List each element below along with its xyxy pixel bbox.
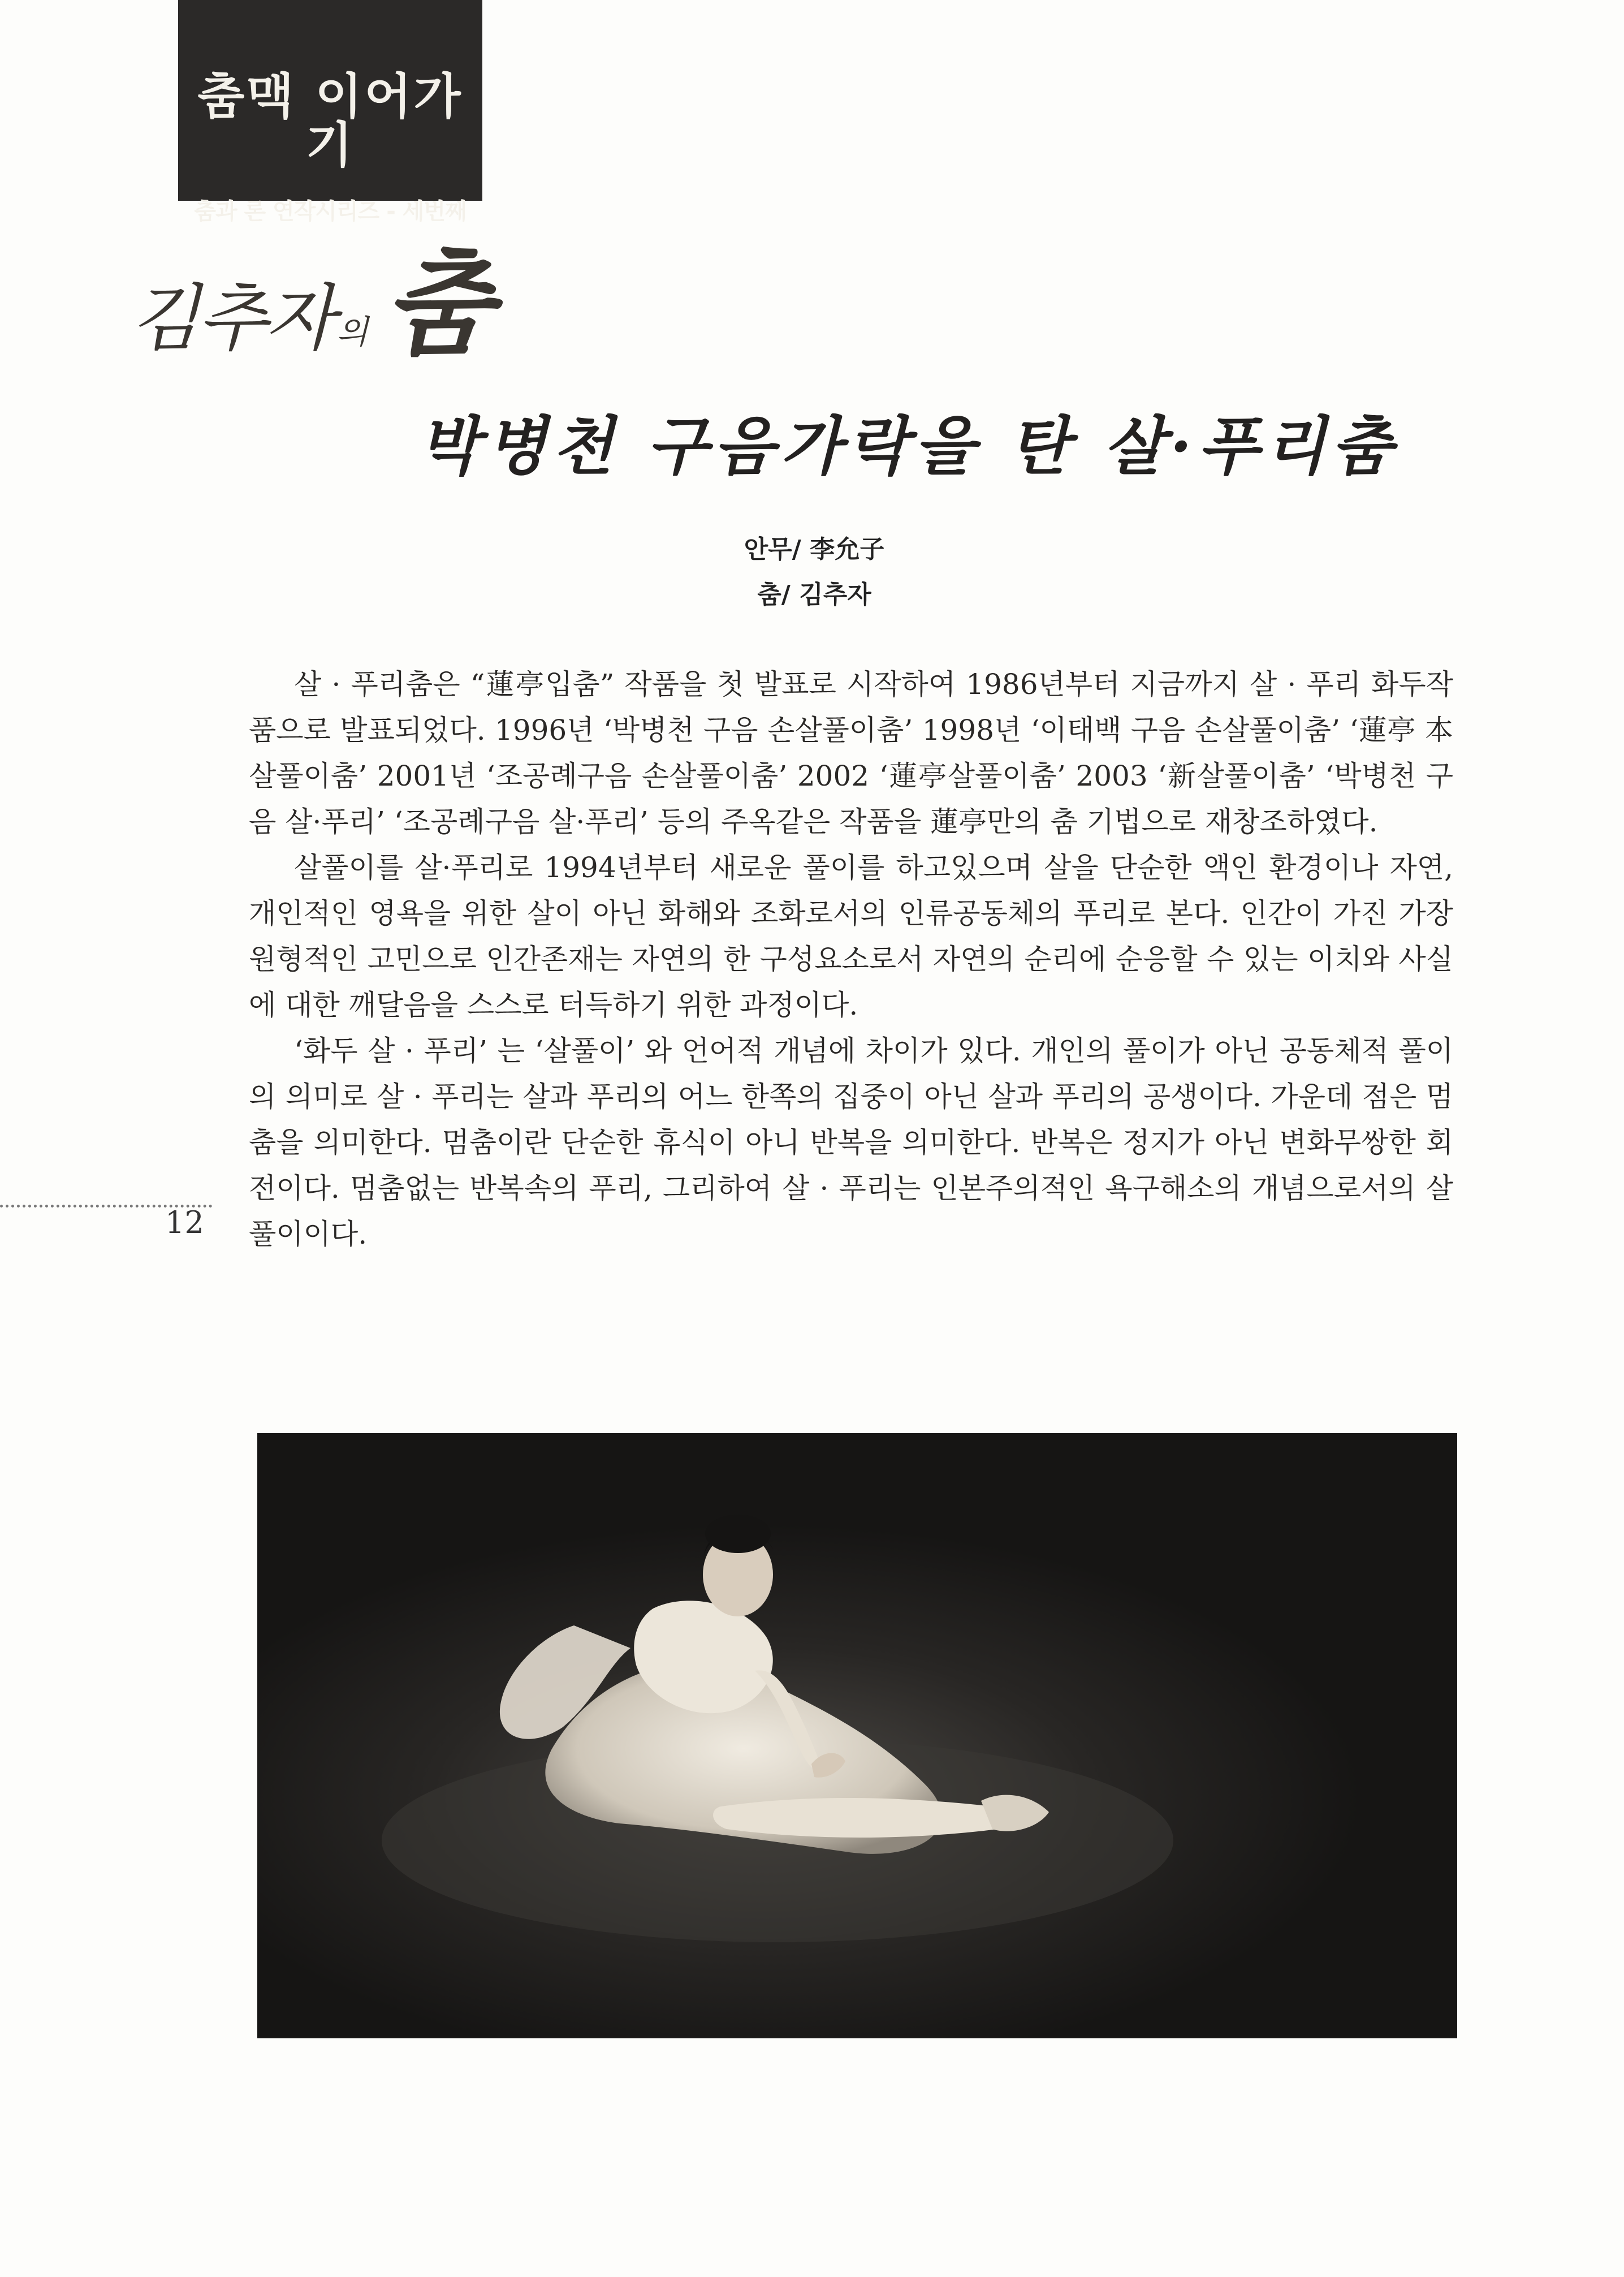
- dancer-photo: [257, 1433, 1457, 2038]
- credits: [650, 527, 978, 618]
- work-title: 박병천 구음가락을 탄 살·푸리춤: [418, 409, 1398, 484]
- article-title: [130, 214, 494, 370]
- article-title-particle: 의: [336, 313, 368, 351]
- series-title: 춤맥 이어가기: [197, 68, 463, 174]
- series-header-box: [178, 0, 482, 225]
- credit-choreography: 안무/ 李允子: [744, 535, 885, 564]
- credit-dancer: 춤/ 김추자: [757, 580, 871, 609]
- article-title-dance: 춤: [383, 238, 494, 370]
- body-paragraph: 살 · 푸리춤은 “蓮亭입춤” 작품을 첫 발표로 시작하여 1986년부터 지금까지 살 · 푸리 화두작품으로 발표되었다. 1996년 ‘박병천 구음 손살풀이춤’ 1998년 ‘이태백 구음 손살풀이춤’ ‘蓮亭 本살풀이춤’ 2001년 ‘조공례구음 손살풀이춤’ 2002 ‘蓮亭살풀이춤’ 2003 ‘新살풀이춤’ ‘박병천 구음 살·푸리’ ‘조공례구음 살·푸리’ 등의 주옥같은 작품을 蓮亭만의 춤 기법으로 재창조하였다.: [249, 668, 1453, 838]
- body-paragraph: ‘화두 살 · 푸리’ 는 ‘살풀이’ 와 언어적 개념에 차이가 있다. 개인의 풀이가 아닌 공동체적 풀이의 의미로 살 · 푸리는 살과 푸리의 어느 한쪽의 집중이 아닌 살과 푸리의 공생이다. 가운데 점은 멈춤을 의미한다. 멈춤이란 단순한 휴식이 아니 반복을 의미한다. 반복은 정지가 아닌 변화무쌍한 회전이다. 멈춤없는 반복속의 푸리, 그리하여 살 · 푸리는 인본주의적인 욕구해소의 개념으로서의 살풀이이다.: [249, 1034, 1453, 1250]
- article-title-name: 김추자: [130, 277, 333, 361]
- article-body: [249, 662, 1453, 1257]
- series-subtitle: 춤과 론 연작시리즈 - 세번째: [194, 199, 467, 225]
- body-paragraph: 살풀이를 살·푸리로 1994년부터 새로운 풀이를 하고있으며 살을 단순한 액인 환경이나 자연, 개인적인 영욕을 위한 살이 아닌 화해와 조화로서의 인류공동체의 푸리로 본다. 인간이 가진 가장 원형적인 고민으로 인간존재는 자연의 한 구성요소로서 자연의 순리에 순응할 수 있는 이치와 사실에 대한 깨달음을 스스로 터득하기 위한 과정이다.: [249, 851, 1453, 1021]
- page-number: 12: [165, 1205, 204, 1240]
- dancer-illustration: [257, 1433, 1457, 2038]
